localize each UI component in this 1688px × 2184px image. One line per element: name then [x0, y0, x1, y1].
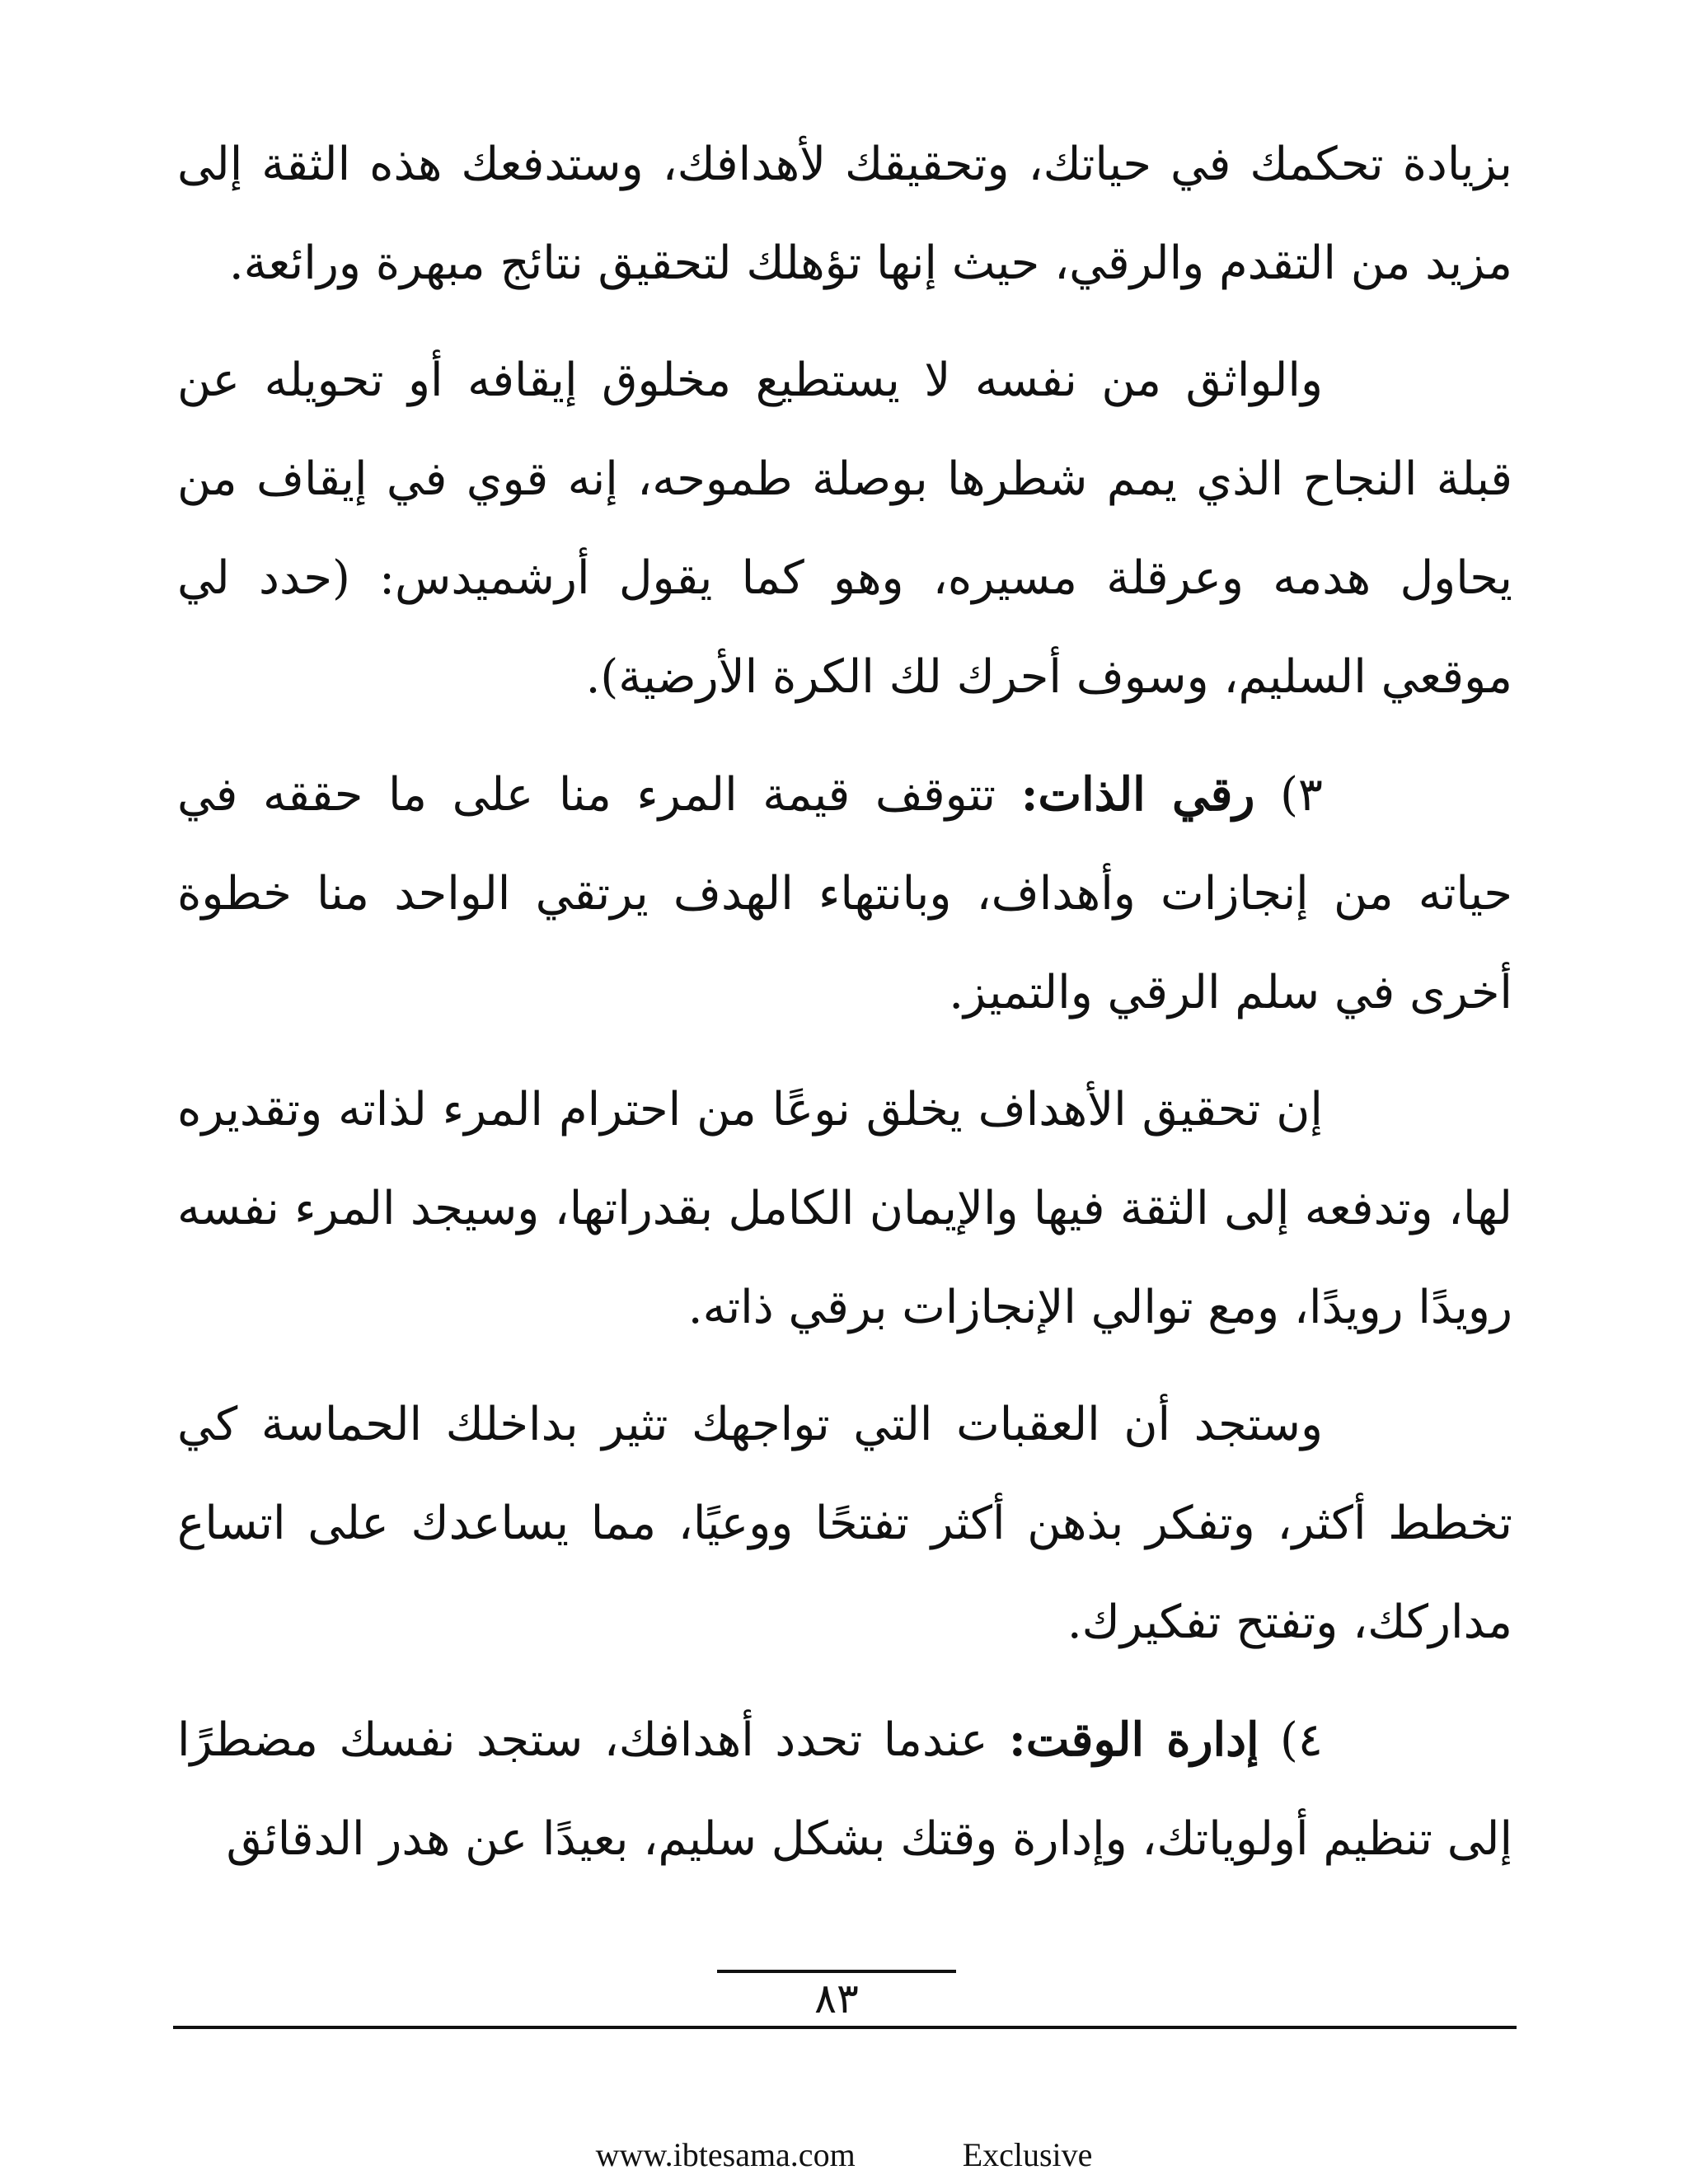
footer-site: www.ibtesama.com: [595, 2136, 856, 2173]
footer-divider: [173, 2026, 1517, 2029]
paragraph-3: [177, 745, 1512, 1043]
paragraph-6: [177, 1690, 1512, 1889]
page-number-rule: [717, 1970, 956, 1973]
list-number-3: ٣): [1280, 768, 1323, 822]
footer: [0, 2135, 1688, 2176]
paragraph-6-text: عندما تحدد أهدافك، ستجد نفسك مضطرًا إلى تنظيم أولوياتك، وإدارة وقتك بشكل سليم، بعيدًا عن هدر الدقائق: [177, 1713, 1512, 1866]
list-number-4: ٤): [1280, 1713, 1323, 1767]
heading-time-management: إدارة الوقت:: [1009, 1713, 1259, 1767]
footer-tag: Exclusive: [962, 2136, 1093, 2173]
paragraph-5: وستجد أن العقبات التي تواجهك تثير بداخلك الحماسة كي تخطط أكثر، وتفكر بذهن أكثر تفتحًا ووعيًا، مما يساعدك على اتساع مداركك، وتفتح تفكيرك.: [177, 1398, 1512, 1649]
page-number: ٨٣: [814, 1975, 859, 2022]
page-body: [177, 115, 1512, 1907]
heading-self-elevation: رقي الذات:: [1020, 767, 1255, 822]
paragraph-2: والواثق من نفسه لا يستطيع مخلوق إيقافه أو تحويله عن قبلة النجاح الذي يمم شطرها بوصلة طموحه، إنه قوي في إيقاف من يحاول هدمه وعرقلة مسيره، وهو كما يقول أرشميدس: (حدد لي موقعي السليم، وسوف أحرك لك الكرة الأرضية).: [177, 354, 1512, 704]
paragraph-1: بزيادة تحكمك في حياتك، وتحقيقك لأهدافك، وستدفعك هذه الثقة إلى مزيد من التقدم والرقي، حيث إنها تؤهلك لتحقيق نتائج مبهرة ورائعة.: [177, 138, 1512, 290]
paragraph-3-text: تتوقف قيمة المرء منا على ما حققه في حياته من إنجازات وأهداف، وبانتهاء الهدف يرتقي الواحد منا خطوة أخرى في سلم الرقي والتميز.: [177, 768, 1512, 1019]
paragraph-4: إن تحقيق الأهداف يخلق نوعًا من احترام المرء لذاته وتقديره لها، وتدفعه إلى الثقة فيها والإيمان الكامل بقدراتها، وسيجد المرء نفسه رويدًا رويدًا، ومع توالي الإنجازات برقي ذاته.: [177, 1083, 1512, 1334]
